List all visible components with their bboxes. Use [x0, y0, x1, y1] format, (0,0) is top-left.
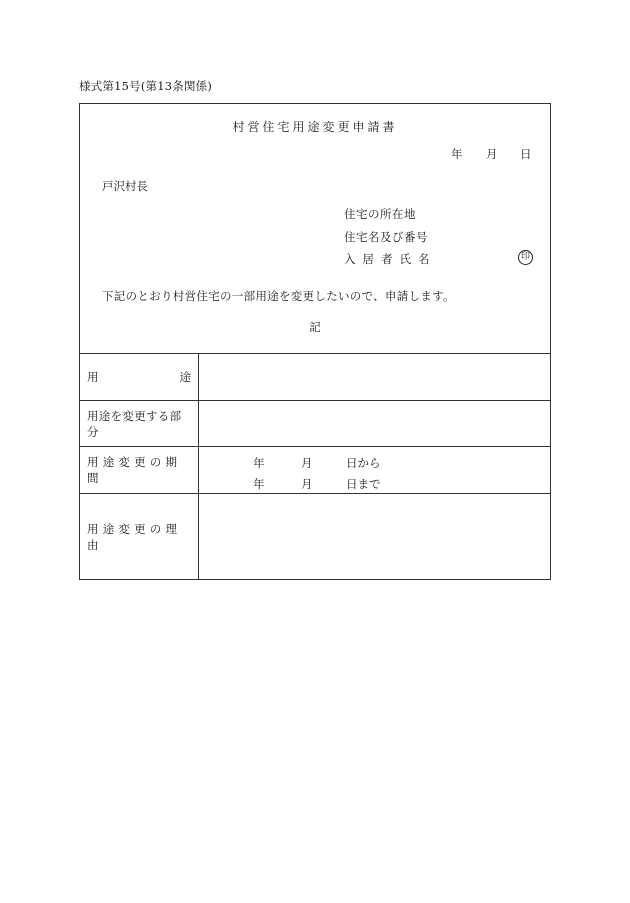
date-day-label: 日 [520, 147, 532, 161]
period-to-year: 年 [253, 477, 265, 491]
period-label-cell [80, 447, 199, 493]
form-number-label: 様式第15号(第13条関係) [79, 79, 213, 93]
house-address-label: 住宅の所在地 [344, 207, 416, 221]
application-form [79, 103, 551, 580]
reason-row [80, 493, 550, 579]
usage-row [80, 353, 550, 400]
changed-part-row [80, 400, 550, 446]
addressee: 戸沢村長 [102, 179, 148, 193]
period-to-day: 日まで [346, 477, 381, 491]
period-from-month: 月 [301, 456, 313, 470]
resident-name-label: 入居者氏名 [344, 252, 437, 266]
ki-heading: 記 [309, 320, 321, 334]
form-header [80, 104, 550, 353]
date-year-label: 年 [451, 147, 463, 161]
reason-label-cell [80, 494, 199, 579]
reason-label: 用途変更の理由 [87, 521, 182, 552]
period-to-month: 月 [301, 477, 313, 491]
usage-label-right: 途 [179, 370, 191, 384]
date-month-label: 月 [486, 147, 498, 161]
changed-part-label: 用途を変更する部分 [87, 408, 182, 439]
period-row [80, 446, 550, 493]
changed-part-label-cell [80, 401, 199, 446]
usage-label-cell [80, 354, 199, 400]
period-from-year: 年 [253, 456, 265, 470]
form-title: 村営住宅用途変更申請書 [232, 120, 398, 134]
house-name-number-label: 住宅名及び番号 [344, 230, 428, 244]
period-label: 用途変更の期間 [87, 455, 182, 485]
request-statement: 下記のとおり村営住宅の一部用途を変更したいので、申請します。 [102, 289, 455, 303]
period-from-day: 日から [346, 456, 381, 470]
seal-mark: 印 [518, 250, 533, 265]
usage-label-left: 用 [87, 370, 99, 384]
